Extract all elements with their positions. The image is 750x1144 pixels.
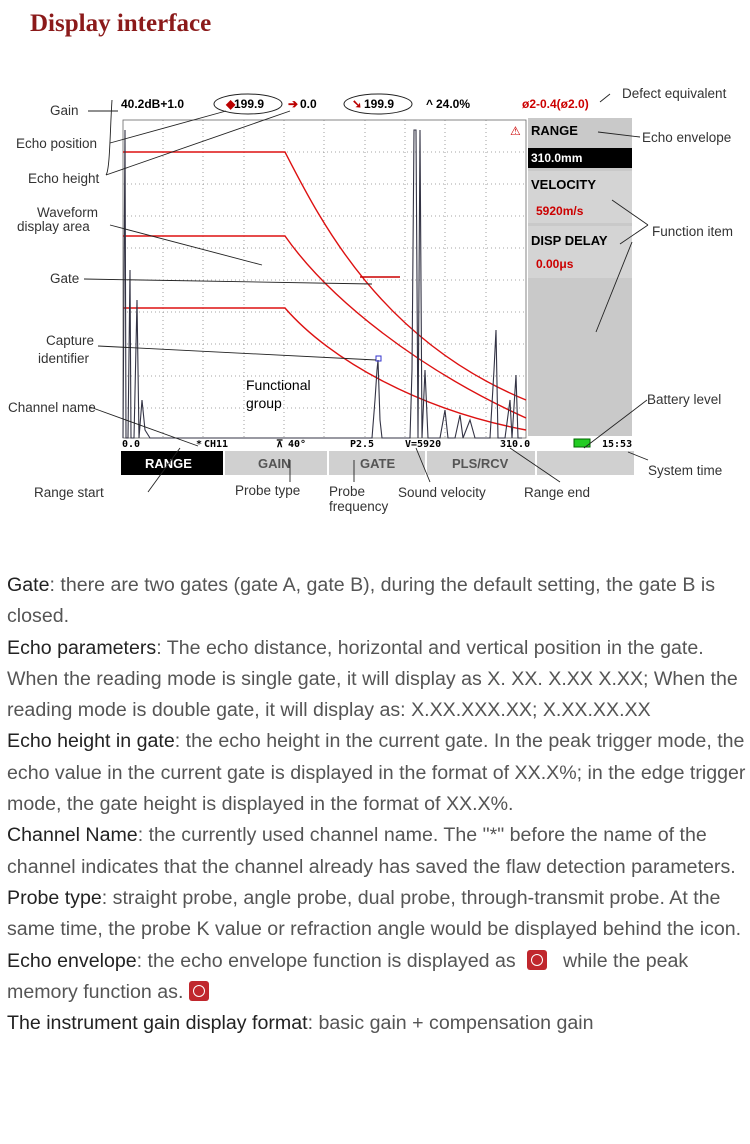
menu-item-delay-label[interactable]: DISP DELAY [531,233,608,248]
callout-gain: Gain [50,103,79,118]
system-time-value: 15:53 [602,439,633,450]
desc-probe-type: Probe type: straight probe, angle probe, dual probe, through-transmit probe. At the same time, the probe K value or refraction angle would be displayed behind the icon. [7,886,742,941]
velocity-value: V=5920 [405,439,442,450]
desc-gain-format: The instrument gain display format: basic gain + compensation gain [7,1012,594,1035]
desc-channel-name: Channel Name: the currently used channel name. The "*" before the name of the channel indicates that the channel already has saved the flaw detection parameters. [7,824,736,878]
callout-capture-2: identifier [38,351,90,366]
page-title: Display interface [30,10,212,37]
echo-height-readout: 24.0% [436,97,471,111]
range-end-value: 310.0 [500,439,531,450]
callout-function-item: Function item [652,224,734,239]
callout-sound-velocity: Sound velocity [398,485,486,500]
tab-gate-label[interactable]: GATE [360,456,396,471]
gain-readout: 40.2dB+1.0 [121,97,185,111]
svg-text:➘: ➘ [352,97,363,111]
display-diagram [0,70,750,520]
callout-echo-envelope: Echo envelope [642,130,732,145]
svg-text:^: ^ [426,97,434,111]
callout-range-end: Range end [524,485,591,500]
desc-echo-height: Echo height in gate: the echo height in the current gate. In the peak trigger mode, the echo value in the current gate is displayed in the format of XX.X%; in the edge trigger mode, the gate height is displayed in the format of XX.X%. [7,730,746,816]
tab-gain-label[interactable]: GAIN [258,456,291,471]
echo-envelope-icon [527,950,547,970]
callout-channel-name: Channel name [8,400,96,415]
callout-capture-1: Capture [46,333,95,348]
callout-range-start: Range start [34,485,104,500]
svg-text:➔: ➔ [288,97,299,111]
menu-item-delay-value[interactable]: 0.00μs [536,257,574,271]
tab-range-label[interactable]: RANGE [145,456,192,471]
defect-equivalent-readout: ø2-0.4(ø2.0) [522,97,589,111]
probe-angle-value: 40° [288,439,307,450]
desc-echo-parameters: Echo parameters: The echo distance, horizontal and vertical position in the gate. When the reading mode is single gate, it will display as X. XX. X.XX X.XX; When the reading mode is double gate, it will display as: X.XX.XXX.XX; X.XX.XX.XX [7,636,738,722]
echo-envelope-icon: ⚠ [510,124,521,138]
menu-item-velocity-label[interactable]: VELOCITY [531,177,597,192]
channel-star: * [196,439,203,450]
menu-item-range-value[interactable]: 310.0mm [531,151,583,165]
echo-depth-readout: 199.9 [364,97,395,111]
callout-echo-height: Echo height [28,171,100,186]
tab-bar [121,451,634,475]
function-menu[interactable] [510,118,632,436]
callout-probe-frequency-1: Probe [329,484,366,499]
probe-freq-value: P2.5 [350,439,375,450]
desc-echo-envelope: Echo envelope: the echo envelope function is displayed as while the peak memory function as. [7,949,689,1003]
callout-system-time: System time [648,463,723,478]
echo-position-x: 0.0 [300,97,317,111]
functional-group-label-2: group [246,395,282,411]
tab-empty[interactable] [537,451,634,475]
range-start-value: 0.0 [122,439,141,450]
svg-text:◆: ◆ [226,97,236,111]
callout-battery-level: Battery level [647,392,722,407]
channel-name-value: CH11 [204,439,229,450]
menu-item-range-label[interactable]: RANGE [531,123,578,138]
callout-echo-position: Echo position [16,136,98,151]
menu-item-velocity-value[interactable]: 5920m/s [536,204,584,218]
tab-pls-rcv-label[interactable]: PLS/RCV [452,456,509,471]
functional-group-label-1: Functional [246,377,311,393]
echo-position-readout: 199.9 [234,97,265,111]
probe-type-icon: ⊼ [276,439,284,450]
peak-memory-icon [189,981,209,1001]
callout-probe-frequency-2: frequency [329,499,389,514]
top-info-bar [121,94,589,114]
callout-waveform-1: Waveform [37,205,99,220]
callout-waveform-2: display area [17,219,90,234]
callout-probe-type: Probe type [235,483,301,498]
callout-gate: Gate [50,271,80,286]
desc-gate: Gate: there are two gates (gate A, gate B), during the default setting, the gate B is closed. [7,574,715,628]
description-list [7,570,747,1039]
callout-defect-equivalent: Defect equivalent [622,86,727,101]
